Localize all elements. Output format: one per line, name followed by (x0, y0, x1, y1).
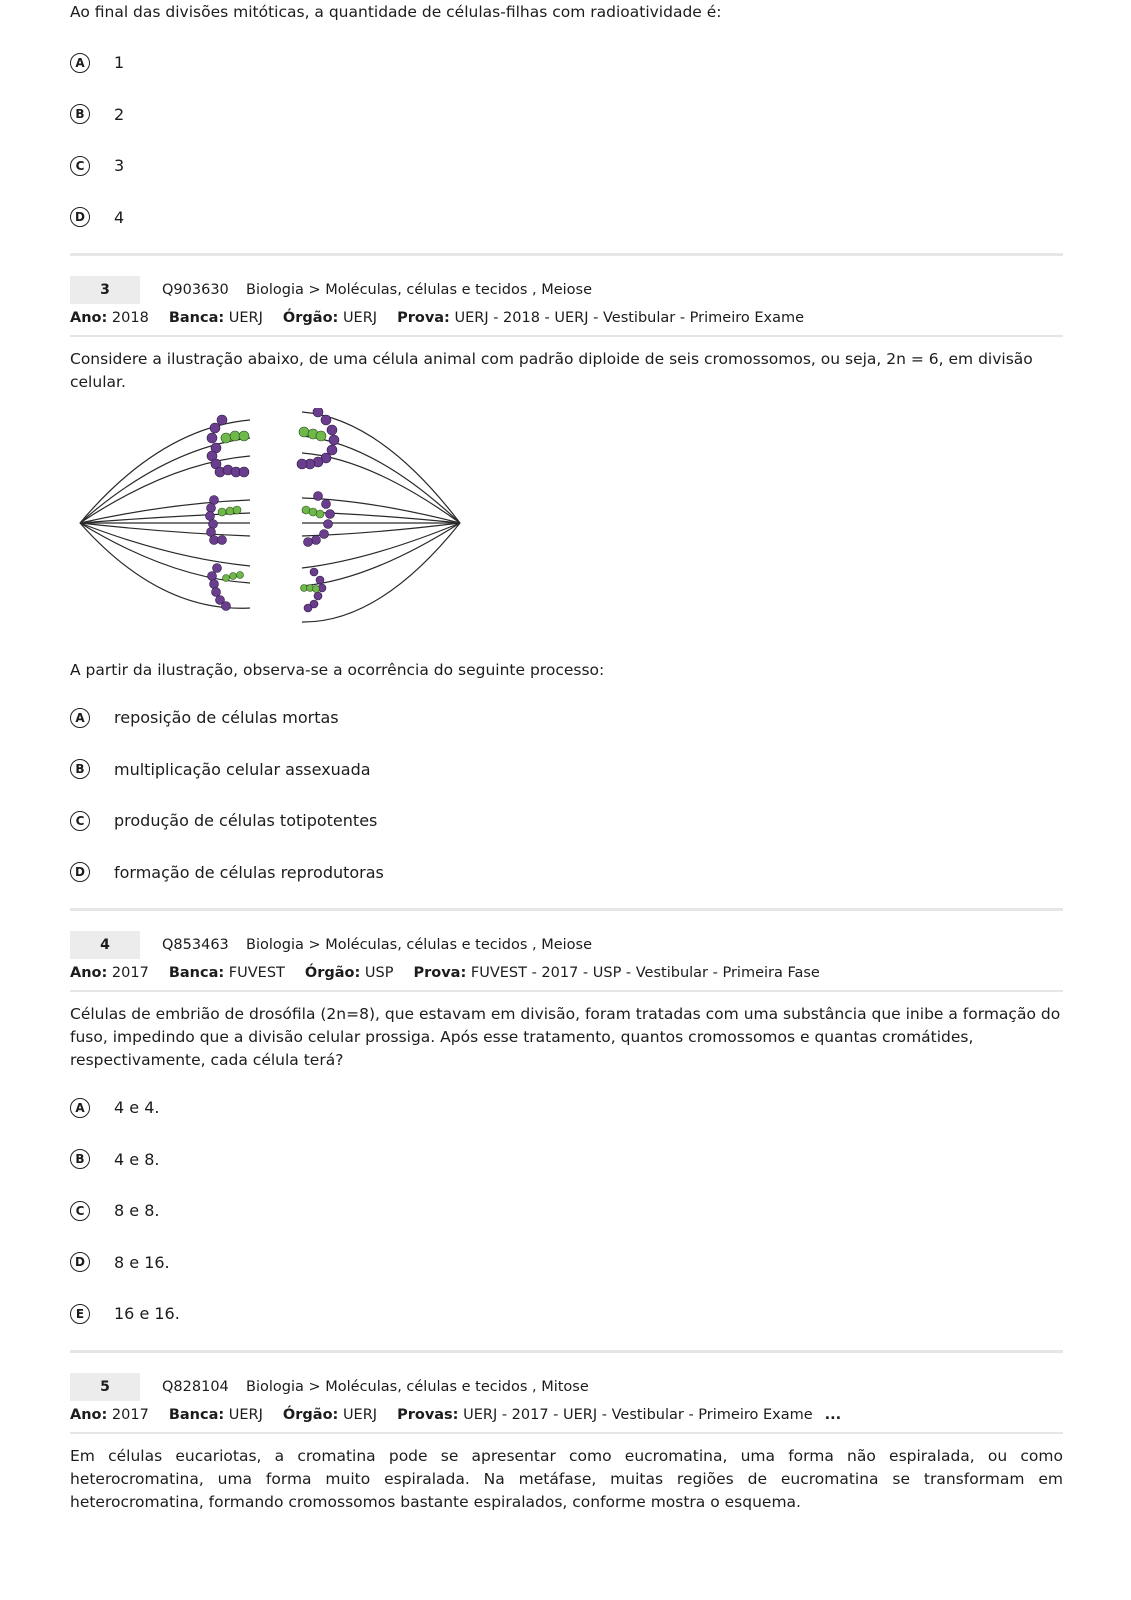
option-text: formação de células reprodutoras (114, 862, 384, 882)
banca-value[interactable]: UERJ (228, 310, 263, 326)
header-divider (70, 990, 1063, 992)
option-text: 16 e 16. (114, 1304, 180, 1324)
option-letter: C (70, 156, 90, 176)
prova-value[interactable]: FUVEST - 2017 - USP - Vestibular - Primeira Fase (470, 965, 820, 981)
prova-label: Prova: (397, 310, 450, 326)
option-a[interactable] (70, 692, 1063, 744)
option-text: 4 e 4. (114, 1098, 160, 1118)
option-letter: D (70, 862, 90, 882)
question-text: Considere a ilustração abaixo, de uma célula animal com padrão diploide de seis cromossomos, ou seja, 2n = 6, em divisão celular. (70, 350, 1033, 391)
option-letter: A (70, 53, 90, 73)
question-id[interactable]: Q853463 (162, 937, 229, 953)
question-text: Ao final das divisões mitóticas, a quantidade de células-filhas com radioatividade é: (70, 3, 722, 21)
option-b[interactable] (70, 89, 1063, 141)
orgao-label: Órgão: (304, 965, 361, 981)
question-subject[interactable]: Biologia > Moléculas, células e tecidos , Meiose (246, 937, 593, 953)
question-header (70, 276, 1063, 304)
question-id[interactable]: Q903630 (162, 282, 229, 298)
spindle-fibers (80, 412, 460, 622)
option-e[interactable] (70, 1288, 1063, 1340)
option-d[interactable] (70, 1237, 1063, 1289)
option-c[interactable] (70, 1185, 1063, 1237)
question-meta (70, 959, 1063, 987)
option-letter: C (70, 811, 90, 831)
ano-label: Ano: (70, 965, 108, 981)
option-text: 4 (114, 207, 125, 227)
option-letter: A (70, 708, 90, 728)
option-c[interactable] (70, 795, 1063, 847)
banca-label: Banca: (168, 310, 225, 326)
option-a[interactable] (70, 37, 1063, 89)
option-letter: B (70, 759, 90, 779)
ano-label: Ano: (70, 1406, 108, 1423)
cell-division-figure (70, 408, 470, 638)
question-number: 5 (70, 1373, 140, 1401)
option-letter: B (70, 1149, 90, 1169)
question-subject[interactable]: Biologia > Moléculas, células e tecidos , Mitose (246, 1378, 589, 1395)
question-text: A partir da ilustração, observa-se a ocorrência do seguinte processo: (70, 661, 605, 679)
banca-label: Banca: (168, 1406, 225, 1423)
options-list (70, 692, 1063, 898)
question-divider (70, 253, 1063, 256)
option-letter: D (70, 1252, 90, 1272)
option-letter: A (70, 1098, 90, 1118)
ano-label: Ano: (70, 310, 108, 326)
option-c[interactable] (70, 140, 1063, 192)
question-divider (70, 1350, 1063, 1353)
question-text: Em células eucariotas, a cromatina pode se apresentar como eucromatina, uma forma não espiralada, ou como heterocromatina, uma forma muito espiralada. Na metáfase, muitas regiões de eucromatina se transformam em heterocromatina, formando cromossomos bastante espiralados, conforme mostra o esquema. (70, 1446, 1063, 1511)
orgao-label: Órgão: (282, 310, 339, 326)
option-a[interactable] (70, 1082, 1063, 1134)
option-text: 4 e 8. (114, 1149, 160, 1169)
question-meta (70, 1401, 1063, 1429)
option-d[interactable] (70, 847, 1063, 899)
ano-value: 2018 (111, 310, 149, 326)
option-letter: D (70, 207, 90, 227)
orgao-value[interactable]: UERJ (342, 1406, 378, 1423)
header-divider (70, 335, 1063, 337)
option-text: 3 (114, 156, 125, 176)
question-subject[interactable]: Biologia > Moléculas, células e tecidos , Meiose (246, 282, 593, 298)
question-header (70, 931, 1063, 959)
banca-value[interactable]: FUVEST (228, 965, 285, 981)
prova-label: Provas: (397, 1406, 459, 1423)
question-id[interactable]: Q828104 (162, 1378, 229, 1395)
question-text: Células de embrião de drosófila (2n=8), que estavam em divisão, foram tratadas com uma substância que inibe a formação do fuso, impedindo que a divisão celular prossiga. Após esse tratamento, quantos cromossomos e quantas cromátides, respectivamente, cada célula terá? (70, 1005, 1061, 1069)
option-text: 8 e 8. (114, 1201, 160, 1221)
more-provas-button[interactable]: ... (824, 1406, 842, 1423)
question-meta (70, 304, 1063, 332)
options-list (70, 37, 1063, 243)
header-divider (70, 1432, 1063, 1434)
orgao-value[interactable]: UERJ (342, 310, 378, 326)
page-content (70, 0, 1063, 1514)
prova-label: Prova: (413, 965, 467, 981)
prova-value[interactable]: UERJ - 2018 - UERJ - Vestibular - Primeiro Exame (454, 310, 805, 326)
option-text: produção de células totipotentes (114, 811, 378, 831)
option-letter: E (70, 1304, 90, 1324)
question-divider (70, 908, 1063, 911)
option-text: 1 (114, 53, 125, 73)
option-text: 8 e 16. (114, 1252, 170, 1272)
option-d[interactable] (70, 192, 1063, 244)
option-letter: B (70, 104, 90, 124)
question-header (70, 1373, 1063, 1401)
option-text: 2 (114, 104, 125, 124)
ano-value: 2017 (111, 965, 149, 981)
options-list (70, 1082, 1063, 1340)
orgao-value[interactable]: USP (364, 965, 394, 981)
prova-value[interactable]: UERJ - 2017 - UERJ - Vestibular - Primeiro Exame (463, 1406, 813, 1423)
question-number: 3 (70, 276, 140, 304)
ano-value: 2017 (111, 1406, 149, 1423)
option-b[interactable] (70, 1134, 1063, 1186)
orgao-label: Órgão: (282, 1406, 339, 1423)
option-letter: C (70, 1201, 90, 1221)
option-text: multiplicação celular assexuada (114, 759, 371, 779)
banca-label: Banca: (168, 965, 225, 981)
question-number: 4 (70, 931, 140, 959)
option-b[interactable] (70, 744, 1063, 796)
option-text: reposição de células mortas (114, 708, 339, 728)
banca-value[interactable]: UERJ (228, 1406, 263, 1423)
